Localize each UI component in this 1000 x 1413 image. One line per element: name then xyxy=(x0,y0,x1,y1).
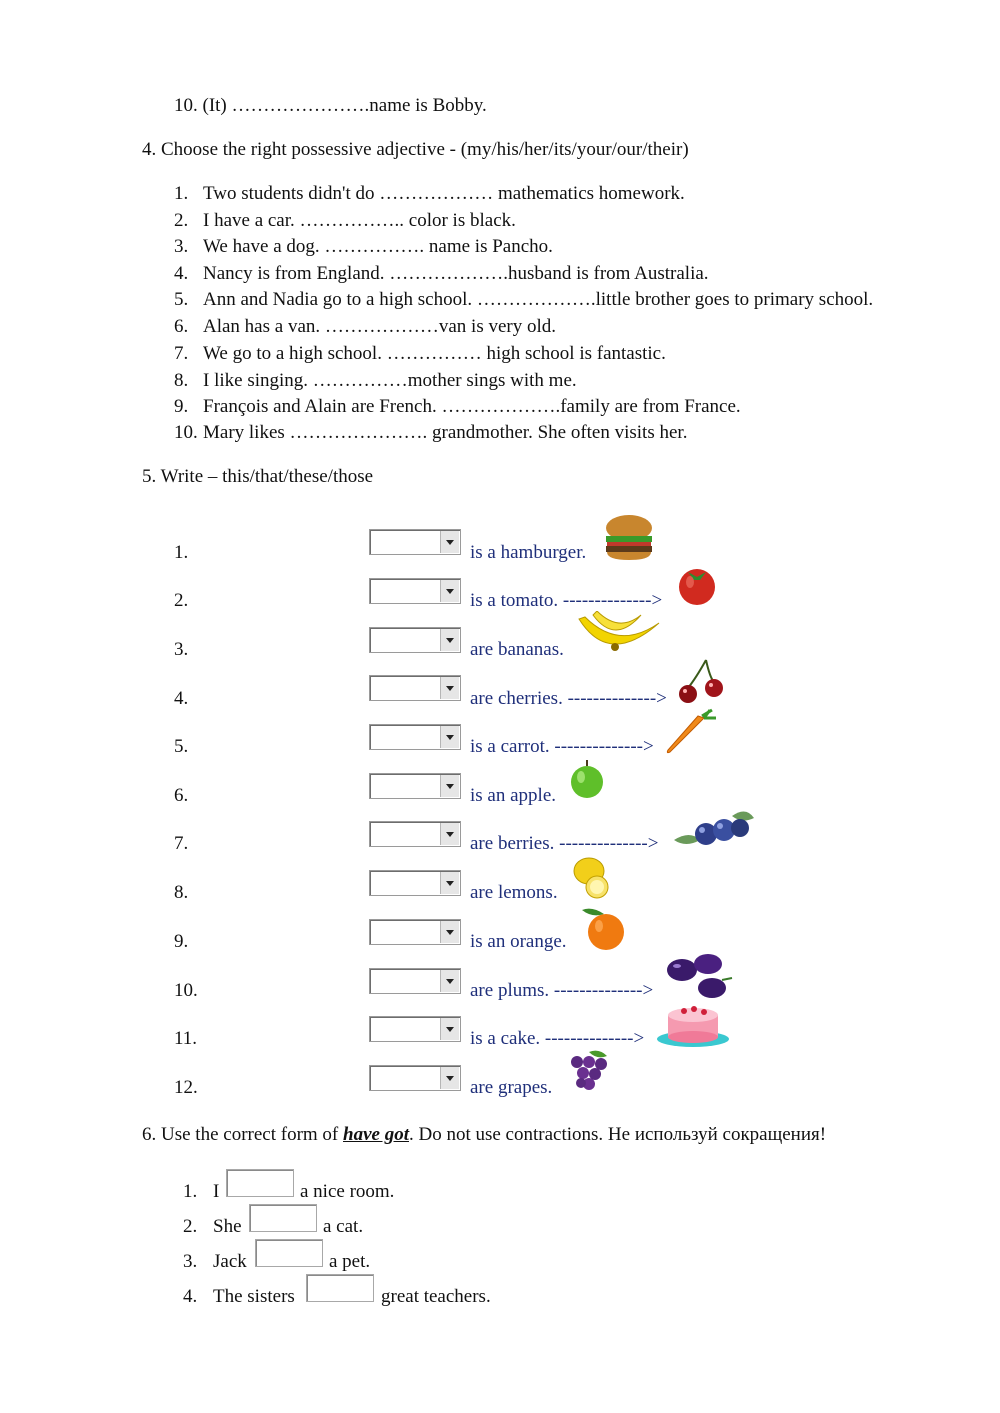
answer-dropdown[interactable] xyxy=(369,724,461,750)
cherries-icon xyxy=(678,658,724,706)
tomato-icon xyxy=(675,564,719,606)
section4-title: 4. Choose the right possessive adjective - (my/his/her/its/your/our/their) xyxy=(142,139,689,160)
exercise3-item-10: 10. (It) ………………….name is Bobby. xyxy=(174,95,487,116)
answer-dropdown[interactable] xyxy=(369,627,461,653)
plums-icon xyxy=(664,950,734,1000)
list-item: is an orange. xyxy=(470,931,567,952)
list-item-rest: a pet. xyxy=(329,1251,371,1272)
answer-dropdown[interactable] xyxy=(369,1016,461,1042)
list-item-number: 5. xyxy=(174,736,189,757)
bananas-icon xyxy=(575,611,665,659)
grapes-icon xyxy=(563,1048,613,1096)
answer-dropdown[interactable] xyxy=(369,773,461,799)
list-item: François and Alain are French. ……………….family are from France. xyxy=(203,396,741,417)
list-item: Mary likes …………………. grandmother. She often visits her. xyxy=(203,422,688,443)
section6-title xyxy=(142,1124,826,1146)
list-item-rest: great teachers. xyxy=(381,1286,491,1307)
list-item: Alan has a van. ………………van is very old. xyxy=(203,316,557,337)
orange-icon xyxy=(578,904,630,952)
list-item-number: 1. xyxy=(183,1181,198,1202)
answer-dropdown[interactable] xyxy=(369,1065,461,1091)
carrot-icon xyxy=(664,708,720,756)
list-item-number: 2. xyxy=(174,210,189,231)
list-item: I have a car. …………….. color is black. xyxy=(203,210,516,231)
list-item-number: 7. xyxy=(174,833,189,854)
chevron-down-icon[interactable] xyxy=(440,531,459,553)
list-item-number: 2. xyxy=(174,590,189,611)
list-item-number: 2. xyxy=(183,1216,198,1237)
list-item-number: 6. xyxy=(174,316,189,337)
list-item: is a hamburger. xyxy=(470,542,587,563)
list-item: Ann and Nadia go to a high school. ……………….little brother goes to primary school. xyxy=(203,289,874,310)
list-item-number: 1. xyxy=(174,183,189,204)
list-item: Nancy is from England. ……………….husband is from Australia. xyxy=(203,263,709,284)
berries-icon xyxy=(672,806,756,852)
list-item-number: 4. xyxy=(174,688,189,709)
list-item-number: 7. xyxy=(174,343,189,364)
list-item-rest: a cat. xyxy=(323,1216,364,1237)
list-item: are grapes. xyxy=(470,1077,553,1098)
list-item: is a carrot. --------------> xyxy=(470,736,654,757)
list-item-number: 12. xyxy=(174,1077,198,1098)
list-item-rest: a nice room. xyxy=(300,1181,395,1202)
chevron-down-icon[interactable] xyxy=(440,872,459,894)
chevron-down-icon[interactable] xyxy=(440,1067,459,1089)
list-item-number: 8. xyxy=(174,370,189,391)
chevron-down-icon[interactable] xyxy=(440,726,459,748)
list-item-subject: I xyxy=(213,1181,220,1202)
list-item: are bananas. xyxy=(470,639,564,660)
chevron-down-icon[interactable] xyxy=(440,580,459,602)
chevron-down-icon[interactable] xyxy=(440,921,459,943)
list-item-number: 5. xyxy=(174,289,189,310)
lemons-icon xyxy=(569,855,615,901)
list-item-subject: The sisters xyxy=(213,1286,295,1307)
answer-dropdown[interactable] xyxy=(369,675,461,701)
chevron-down-icon[interactable] xyxy=(440,1018,459,1040)
answer-dropdown[interactable] xyxy=(369,578,461,604)
list-item-number: 4. xyxy=(183,1286,198,1307)
list-item-number: 11. xyxy=(174,1028,198,1049)
apple-icon xyxy=(568,758,606,800)
list-item-number: 1. xyxy=(174,542,189,563)
section5-title: 5. Write – this/that/these/those xyxy=(142,466,374,487)
list-item-number: 3. xyxy=(174,236,189,257)
answer-input[interactable] xyxy=(255,1239,323,1267)
answer-dropdown[interactable] xyxy=(369,529,461,555)
cake-icon xyxy=(654,999,732,1049)
list-item: is a cake. --------------> xyxy=(470,1028,645,1049)
list-item: is an apple. xyxy=(470,785,557,806)
section6-title-suffix: . Do not use contractions. Не используй сокращения! xyxy=(408,1124,827,1145)
list-item: are cherries. --------------> xyxy=(470,688,667,709)
list-item-number: 9. xyxy=(174,396,189,417)
answer-input[interactable] xyxy=(226,1169,294,1197)
chevron-down-icon[interactable] xyxy=(440,823,459,845)
answer-dropdown[interactable] xyxy=(369,870,461,896)
list-item-number: 4. xyxy=(174,263,189,284)
answer-dropdown[interactable] xyxy=(369,821,461,847)
list-item: are plums. --------------> xyxy=(470,980,654,1001)
list-item-subject: She xyxy=(213,1216,242,1237)
answer-input[interactable] xyxy=(306,1274,374,1302)
list-item-number: 10. xyxy=(174,422,198,443)
list-item: We go to a high school. …………… high school is fantastic. xyxy=(203,343,666,364)
section6-title-prefix: 6. Use the correct form of xyxy=(142,1124,344,1145)
list-item-subject: Jack xyxy=(213,1251,247,1272)
list-item: are berries. --------------> xyxy=(470,833,659,854)
list-item-number: 9. xyxy=(174,931,189,952)
list-item: Two students didn't do ……………… mathematics homework. xyxy=(203,183,685,204)
list-item: are lemons. xyxy=(470,882,558,903)
answer-dropdown[interactable] xyxy=(369,968,461,994)
chevron-down-icon[interactable] xyxy=(440,970,459,992)
list-item: I like singing. ……………mother sings with me. xyxy=(203,370,577,391)
list-item-number: 8. xyxy=(174,882,189,903)
answer-input[interactable] xyxy=(249,1204,317,1232)
hamburger-icon xyxy=(603,513,655,561)
list-item-number: 3. xyxy=(183,1251,198,1272)
answer-dropdown[interactable] xyxy=(369,919,461,945)
list-item: is a tomato. --------------> xyxy=(470,590,663,611)
list-item-number: 6. xyxy=(174,785,189,806)
chevron-down-icon[interactable] xyxy=(440,677,459,699)
list-item-number: 10. xyxy=(174,980,198,1001)
list-item: We have a dog. ……………. name is Pancho. xyxy=(203,236,553,257)
chevron-down-icon[interactable] xyxy=(440,629,459,651)
section6-title-emphasis: have got xyxy=(343,1124,409,1145)
chevron-down-icon[interactable] xyxy=(440,775,459,797)
list-item-number: 3. xyxy=(174,639,189,660)
